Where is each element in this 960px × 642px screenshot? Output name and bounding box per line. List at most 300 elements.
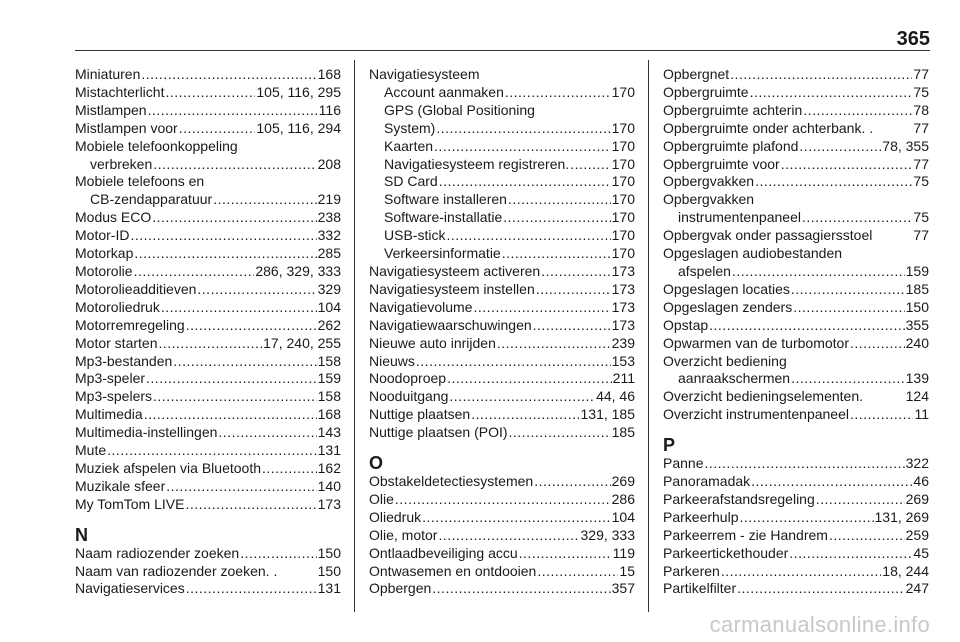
index-term: Opbergruimte onder achterbank. .	[663, 119, 874, 136]
index-entry	[663, 209, 929, 227]
section-letter: P	[663, 435, 676, 456]
page-reference: 170	[611, 83, 635, 100]
dot-leader	[704, 455, 904, 473]
index-term: Nieuwe auto inrijden	[369, 334, 496, 351]
index-term: Navigatievolume	[369, 298, 473, 315]
index-term: SD Card	[384, 173, 438, 190]
index-entry	[663, 227, 929, 245]
page-reference: 104	[611, 508, 635, 525]
index-entry	[663, 263, 929, 281]
index-term: Navigatiewaarschuwingen	[369, 316, 532, 333]
index-term: Software-installatie	[384, 209, 503, 226]
index-entry	[75, 84, 341, 102]
index-term: Mute	[75, 442, 107, 459]
page-reference: 185	[611, 424, 635, 441]
index-term: Motor starten	[75, 334, 158, 351]
page-reference: 77	[913, 119, 929, 136]
page-reference: 153	[611, 352, 635, 369]
index-term: Mistachterlicht	[75, 83, 165, 100]
page-reference: 168	[317, 66, 341, 82]
section-letter: O	[369, 453, 384, 474]
index-entry	[369, 120, 635, 138]
page-reference: 45	[913, 544, 929, 561]
dot-leader	[541, 263, 610, 281]
page-number: 365	[896, 28, 930, 50]
page-reference: 219	[317, 191, 341, 208]
index-term: Mp3-spelers	[75, 388, 153, 405]
dot-leader	[471, 406, 579, 424]
index-entry	[75, 478, 341, 496]
page-reference: 322	[905, 455, 929, 472]
page-reference: 240	[905, 334, 929, 351]
dot-leader	[791, 281, 905, 299]
index-entry	[369, 281, 635, 299]
index-entry	[75, 120, 341, 138]
page-reference: 329	[317, 280, 341, 297]
index-entry	[75, 424, 341, 442]
page-reference: 105, 116, 295	[256, 83, 341, 100]
page-reference: 355	[905, 316, 929, 333]
index-term: Miniaturen	[75, 66, 141, 82]
page-reference: 286	[611, 490, 635, 507]
dot-leader	[439, 173, 611, 191]
dot-leader	[153, 156, 316, 174]
index-entry	[369, 580, 635, 598]
index-entry	[75, 263, 341, 281]
index-term: verbreken	[90, 155, 153, 172]
index-entry	[75, 406, 341, 424]
index-entry	[663, 370, 929, 388]
dot-leader	[536, 281, 611, 299]
index-term: Opstap	[663, 316, 709, 333]
index-entry	[75, 156, 341, 174]
page-reference: 239	[611, 334, 635, 351]
page-reference: 211	[612, 370, 635, 387]
index-entry	[663, 509, 929, 527]
index-term: System)	[384, 119, 436, 136]
index-term: Navigatiesysteem registreren.	[384, 155, 570, 172]
index-entry	[75, 66, 341, 84]
page-reference: 104	[317, 298, 341, 315]
page-reference: 46	[913, 473, 929, 490]
page-reference: 75	[913, 209, 929, 226]
index-column-2	[369, 66, 635, 598]
index-term: Nooduitgang	[369, 388, 449, 405]
dot-leader	[755, 173, 912, 191]
page-reference: 131	[317, 442, 341, 459]
dot-leader	[213, 191, 316, 209]
index-entry	[75, 102, 341, 120]
index-term: Kaarten	[384, 137, 434, 154]
index-entry	[369, 263, 635, 281]
dot-leader	[446, 227, 610, 245]
index-heading: Overzicht bediening	[663, 352, 787, 369]
index-entry	[663, 138, 929, 156]
page-reference: 77	[913, 155, 929, 172]
index-entry	[75, 191, 341, 209]
index-entry	[369, 509, 635, 527]
dot-leader	[218, 424, 316, 442]
page-reference: 170	[611, 119, 635, 136]
index-entry	[663, 102, 929, 120]
index-entry	[369, 527, 635, 545]
index-term: CB-zendapparatuur	[90, 191, 213, 208]
dot-leader	[789, 545, 912, 563]
dot-leader	[503, 209, 610, 227]
index-entry	[369, 473, 635, 491]
page-reference: 75	[913, 173, 929, 190]
dot-leader	[803, 102, 912, 120]
page-reference: 150	[905, 298, 929, 315]
page-reference: 131, 185	[580, 406, 635, 423]
index-term: Software installeren	[384, 191, 507, 208]
index-term: Parkeerhulp	[663, 508, 739, 525]
page-reference: 332	[317, 227, 341, 244]
page-reference: 173	[611, 316, 635, 333]
page-reference: 150	[317, 544, 341, 561]
index-term: Opbergnet	[663, 66, 730, 82]
index-term: Ontlaadbeveiliging accu	[369, 544, 518, 561]
page-reference: 150	[317, 562, 341, 579]
index-entry	[663, 491, 929, 509]
index-term: afspelen	[678, 262, 731, 279]
index-entry	[663, 580, 929, 598]
dot-leader	[802, 209, 912, 227]
dot-leader	[505, 84, 611, 102]
index-term: Muziek afspelen via Bluetooth	[75, 459, 261, 476]
page-reference: 238	[317, 209, 341, 226]
page-reference: 18, 244	[882, 562, 929, 579]
page-reference: 170	[611, 191, 635, 208]
page-reference: 131, 269	[874, 508, 929, 525]
dot-leader	[781, 156, 913, 174]
index-term: Parkeren	[663, 562, 720, 579]
index-term: Opgeslagen zenders	[663, 298, 793, 315]
page-reference: 269	[905, 490, 929, 507]
index-entry	[369, 173, 635, 191]
index-term: Navigatiesysteem activeren	[369, 262, 541, 279]
index-entry	[663, 406, 929, 424]
index-term: USB-stick	[384, 227, 446, 244]
page-reference: 259	[905, 526, 929, 543]
index-entry	[369, 491, 635, 509]
dot-leader	[262, 460, 317, 478]
dot-leader	[732, 263, 905, 281]
dot-leader	[197, 281, 316, 299]
index-term: Motorkap	[75, 245, 134, 262]
index-entry	[663, 527, 929, 545]
dot-leader	[416, 353, 611, 371]
index-entry	[663, 84, 929, 102]
index-term: Modus ECO	[75, 209, 152, 226]
index-entry	[369, 209, 635, 227]
dot-leader	[134, 245, 316, 263]
page-reference: 170	[611, 227, 635, 244]
index-entry	[663, 335, 929, 353]
dot-leader	[508, 191, 611, 209]
dot-leader	[737, 580, 905, 598]
index-entry	[75, 388, 341, 406]
index-entry	[75, 563, 341, 581]
dot-leader	[166, 478, 316, 496]
page-reference: 329, 333	[580, 526, 635, 543]
dot-leader	[146, 370, 317, 388]
index-term: Overzicht instrumentenpaneel	[663, 406, 849, 423]
index-term: Motorolie	[75, 262, 133, 279]
header-rule	[75, 50, 930, 51]
dot-leader	[173, 353, 316, 371]
index-term: Naam radiozender zoeken	[75, 544, 240, 561]
watermark: carmanualsonline.info	[709, 612, 930, 637]
index-entry	[75, 496, 341, 514]
index-entry	[369, 545, 635, 563]
index-term: instrumentenpaneel	[678, 209, 801, 226]
index-entry	[663, 388, 929, 406]
index-entry	[369, 245, 635, 263]
dot-leader	[850, 335, 905, 353]
page-reference: 158	[317, 352, 341, 369]
index-heading: Mobiele telefoonkoppeling	[75, 137, 238, 154]
page-reference: 77	[913, 227, 929, 244]
dot-leader	[730, 66, 912, 84]
dot-leader	[434, 138, 611, 156]
page-reference: 170	[611, 245, 635, 262]
index-heading: GPS (Global Positioning	[384, 101, 535, 118]
page-reference: 140	[317, 477, 341, 494]
index-entry	[369, 84, 635, 102]
dot-leader	[134, 263, 255, 281]
dot-leader	[186, 580, 317, 598]
page-reference: 286, 329, 333	[255, 262, 341, 279]
index-term: Parkeerafstandsregeling	[663, 490, 815, 507]
index-entry	[75, 353, 341, 371]
index-term: Nuttige plaatsen (POI)	[369, 424, 508, 441]
page-reference: 170	[611, 155, 635, 172]
dot-leader	[161, 299, 317, 317]
page-reference: 173	[611, 280, 635, 297]
dot-leader	[179, 120, 256, 138]
index-term: Multimedia	[75, 406, 143, 423]
index-term: Motor-ID	[75, 227, 130, 244]
index-entry	[75, 545, 341, 563]
page-reference: 170	[611, 209, 635, 226]
page-reference: 105, 116, 294	[256, 119, 341, 136]
page-reference: 143	[317, 424, 341, 441]
index-entry	[75, 317, 341, 335]
page-reference: 173	[317, 495, 341, 512]
dot-leader	[158, 335, 262, 353]
page-reference: 159	[905, 262, 929, 279]
page-reference: 162	[317, 459, 341, 476]
page-reference: 158	[317, 388, 341, 405]
index-entry	[75, 209, 341, 227]
page-reference: 78, 355	[882, 137, 929, 154]
index-entry	[369, 424, 635, 442]
dot-leader	[721, 563, 881, 581]
dot-leader	[153, 388, 317, 406]
page-reference: 173	[611, 262, 635, 279]
page-reference: 173	[611, 298, 635, 315]
index-entry	[75, 442, 341, 460]
index-term: Muzikale sfeer	[75, 477, 166, 494]
page-reference: 208	[317, 155, 341, 172]
dot-leader	[509, 424, 611, 442]
index-term: Opbergvakken	[663, 173, 755, 190]
index-term: Ontwasemen en ontdooien	[369, 562, 537, 579]
index-term: Nuttige plaatsen	[369, 406, 471, 423]
index-entry	[75, 580, 341, 598]
index-entry	[75, 281, 341, 299]
index-entry	[369, 156, 635, 174]
index-heading: Mobiele telefoons en	[75, 173, 205, 190]
page-reference: 168	[317, 406, 341, 423]
index-term: Mp3-speler	[75, 370, 146, 387]
index-entry	[369, 138, 635, 156]
dot-leader	[709, 317, 905, 335]
dot-leader	[751, 473, 912, 491]
index-entry	[75, 335, 341, 353]
dot-leader	[740, 509, 874, 527]
dot-leader	[395, 491, 611, 509]
index-term: Obstakeldetectiesystemen	[369, 473, 534, 490]
index-entry	[369, 227, 635, 245]
page-reference: 15	[619, 562, 635, 579]
index-term: Olie	[369, 490, 394, 507]
index-term: Olie, motor	[369, 526, 438, 543]
index-term: Opgeslagen locaties	[663, 280, 790, 297]
index-entry	[663, 299, 929, 317]
index-entry	[663, 156, 929, 174]
page-reference: 44, 46	[596, 388, 635, 405]
index-term: Opbergvak onder passagiersstoel	[663, 227, 873, 244]
index-entry	[75, 245, 341, 263]
index-term: Parkeerrem - zie Handrem	[663, 526, 828, 543]
index-entry	[75, 299, 341, 317]
page-reference: 17, 240, 255	[263, 334, 341, 351]
page-reference: 285	[317, 245, 341, 262]
dot-leader	[750, 84, 913, 102]
index-term: Navigatieservices	[75, 580, 185, 597]
page-reference: 78	[913, 101, 929, 118]
column-divider	[648, 60, 649, 612]
page-reference: 185	[905, 280, 929, 297]
index-term: Navigatiesysteem instellen	[369, 280, 535, 297]
index-entry	[75, 460, 341, 478]
index-entry	[663, 563, 929, 581]
index-term: Panne	[663, 455, 704, 472]
index-entry	[369, 299, 635, 317]
dot-leader	[474, 299, 611, 317]
index-entry	[663, 317, 929, 335]
dot-leader	[791, 370, 905, 388]
index-entry	[663, 455, 929, 473]
index-term: Mistlampen	[75, 101, 147, 118]
index-term: Motorolieadditieven	[75, 280, 197, 297]
dot-leader	[533, 317, 611, 335]
index-term: Noodoproep	[369, 370, 447, 387]
index-term: Opbergruimte plafond	[663, 137, 799, 154]
dot-leader	[497, 335, 611, 353]
index-term: Naam van radiozender zoeken. .	[75, 562, 278, 579]
index-term: Motoroliedruk	[75, 298, 160, 315]
dot-leader	[422, 509, 611, 527]
index-heading: Opgeslagen audiobestanden	[663, 245, 843, 262]
index-term: Opbergen	[369, 580, 432, 597]
index-term: Nieuws	[369, 352, 415, 369]
dot-leader	[438, 527, 579, 545]
page-reference: 11	[914, 406, 929, 423]
index-term: Opbergruimte	[663, 83, 749, 100]
index-heading: Opbergvakken	[663, 191, 755, 208]
index-term: Panoramadak	[663, 473, 751, 490]
section-letter: N	[75, 524, 88, 545]
dot-leader	[130, 227, 316, 245]
index-term: aanraakschermen	[678, 370, 791, 387]
page-reference: 77	[913, 66, 929, 82]
index-term: Account aanmaken	[384, 83, 504, 100]
index-term: Opbergruimte voor	[663, 155, 780, 172]
index-entry	[369, 406, 635, 424]
page-reference: 116	[318, 101, 341, 118]
index-entry	[75, 227, 341, 245]
page-reference: 262	[317, 316, 341, 333]
dot-leader	[436, 120, 610, 138]
index-entry	[663, 66, 929, 84]
page-reference: 124	[905, 388, 929, 405]
page-reference: 170	[611, 173, 635, 190]
index-term: Mp3-bestanden	[75, 352, 173, 369]
dot-leader	[570, 156, 610, 174]
index-term: My TomTom LIVE	[75, 495, 185, 512]
index-term: Oliedruk	[369, 508, 422, 525]
index-term: Multimedia-instellingen	[75, 424, 218, 441]
dot-leader	[534, 473, 610, 491]
dot-leader	[107, 442, 317, 460]
index-column-3	[663, 66, 929, 598]
dot-leader	[432, 580, 610, 598]
dot-leader	[186, 317, 317, 335]
column-divider	[354, 60, 355, 612]
dot-leader	[502, 245, 611, 263]
index-column-1	[75, 66, 341, 598]
index-heading: Navigatiesysteem	[369, 66, 480, 82]
index-entry	[663, 473, 929, 491]
index-entry	[663, 281, 929, 299]
index-entry	[369, 353, 635, 371]
index-entry	[369, 335, 635, 353]
dot-leader	[537, 563, 618, 581]
dot-leader	[141, 66, 316, 84]
index-term: Mistlampen voor	[75, 119, 178, 136]
index-term: Partikelfilter	[663, 580, 737, 597]
dot-leader	[447, 370, 612, 388]
page-reference: 131	[317, 580, 341, 597]
dot-leader	[799, 138, 881, 156]
dot-leader	[816, 491, 905, 509]
dot-leader	[152, 209, 316, 227]
dot-leader	[185, 496, 316, 514]
index-entry	[369, 563, 635, 581]
index-entry	[663, 173, 929, 191]
page-reference: 159	[317, 370, 341, 387]
dot-leader	[829, 527, 905, 545]
dot-leader	[519, 545, 612, 563]
index-term: Motorremregeling	[75, 316, 185, 333]
index-term: Opwarmen van de turbomotor	[663, 334, 849, 351]
dot-leader	[165, 84, 255, 102]
index-entry	[369, 191, 635, 209]
index-entry	[369, 388, 635, 406]
